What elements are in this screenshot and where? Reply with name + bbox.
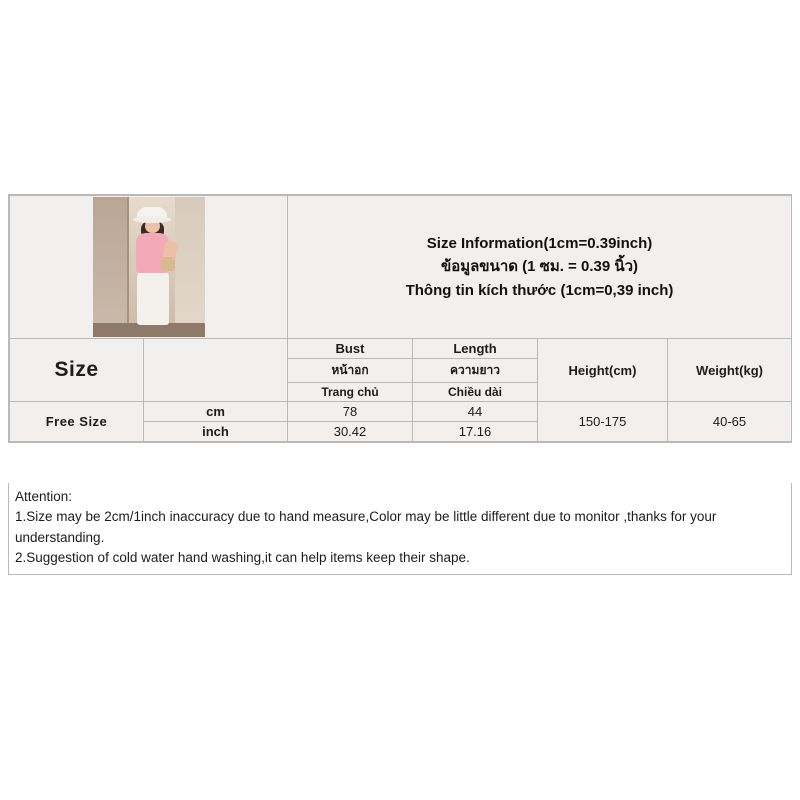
product-photo-cell — [10, 196, 288, 339]
bust-header-vi: Trang chủ — [288, 383, 413, 402]
attention-line-2: 2.Suggestion of cold water hand washing,it can help items keep their shape. — [15, 549, 470, 565]
length-value-inch: 17.16 — [413, 422, 538, 442]
size-information-title-cell — [288, 196, 792, 339]
title-line-vi: Thông tin kích thước (1cm=0,39 inch) — [405, 281, 674, 299]
table-row-header-title — [10, 196, 792, 339]
product-photo — [93, 197, 205, 337]
weight-header: Weight(kg) — [668, 339, 792, 402]
weight-value: 40-65 — [668, 402, 792, 442]
free-size-row-label: Free Size — [10, 402, 144, 442]
table-row-cm — [10, 402, 792, 422]
title-line-en: Size Information(1cm=0.39inch) — [426, 235, 653, 253]
size-header-spacer — [144, 339, 288, 402]
attention-heading: Attention: — [15, 489, 73, 504]
size-chart-table — [9, 195, 792, 442]
photo-floor — [93, 323, 205, 337]
size-column-header: Size — [10, 339, 144, 402]
attention-line-1: 1.Size may be 2cm/1inch inaccuracy due to hand measure,Color may be little different due to monitor ,thanks for your understanding. — [15, 509, 717, 545]
photo-bucket-hat-brim — [133, 216, 171, 223]
length-header-vi: Chiều dài — [413, 383, 538, 402]
attention-note — [8, 483, 792, 575]
height-value: 150-175 — [538, 402, 668, 442]
photo-white-pants — [137, 271, 169, 325]
length-value-cm: 44 — [413, 402, 538, 422]
unit-inch: inch — [144, 422, 288, 442]
bust-value-cm: 78 — [288, 402, 413, 422]
table-row-column-headers-en — [10, 339, 792, 359]
length-header-en: Length — [413, 339, 538, 359]
size-chart-table-container — [8, 194, 792, 443]
height-header: Height(cm) — [538, 339, 668, 402]
bust-header-en: Bust — [288, 339, 413, 359]
length-header-th: ความยาว — [413, 359, 538, 383]
photo-wall-left — [93, 197, 127, 337]
bust-value-inch: 30.42 — [288, 422, 413, 442]
photo-handbag — [161, 257, 175, 271]
bust-header-th: หน้าอก — [288, 359, 413, 383]
photo-wall-right — [175, 197, 205, 337]
title-line-th: ข้อมูลขนาด (1 ซม. = 0.39 นิ้ว) — [440, 258, 639, 276]
unit-cm: cm — [144, 402, 288, 422]
